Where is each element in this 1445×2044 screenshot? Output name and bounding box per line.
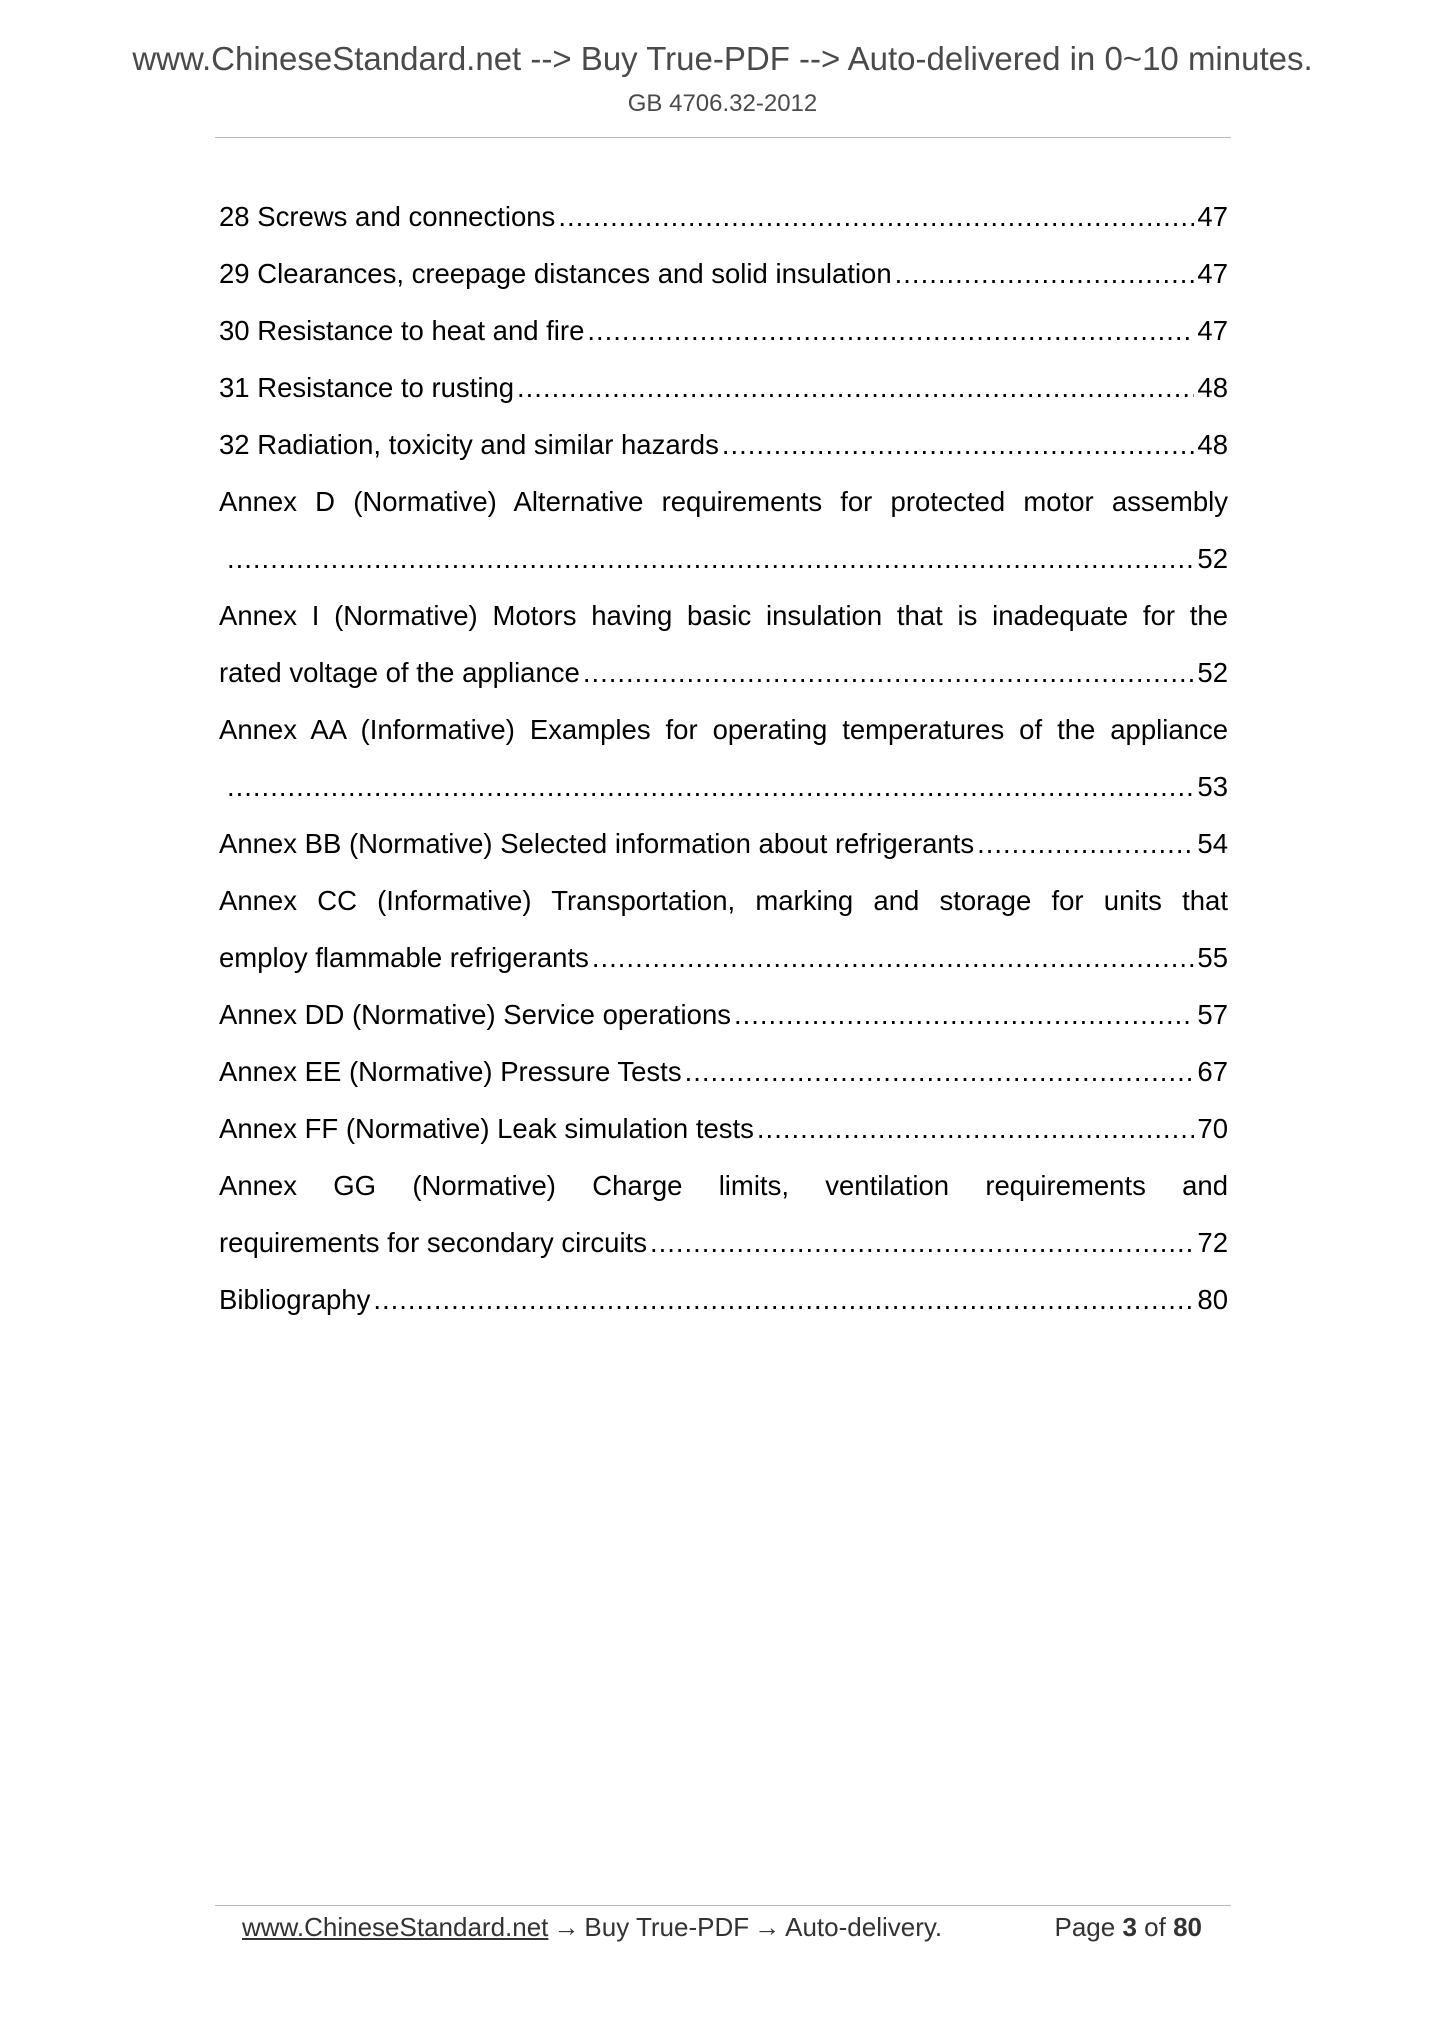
dot-leader: [977, 815, 1194, 872]
toc-entry-title: 30 Resistance to heat and fire: [219, 315, 585, 346]
toc-entry-leader-line: [219, 758, 1228, 815]
toc-entry-title: Annex FF (Normative) Leak simulation tests: [219, 1113, 754, 1144]
toc-entry-page: 57: [1197, 999, 1228, 1030]
toc-entry-29[interactable]: [219, 245, 1228, 302]
toc-entry-page: 47: [1197, 201, 1228, 232]
dot-leader: [592, 929, 1195, 986]
toc-entry-leader-line: [219, 530, 1228, 587]
toc-entry-title: 28 Screws and connections: [219, 201, 556, 232]
toc-entry-title: Annex CC (Informative) Transportation, marking and storage for units that: [219, 885, 1228, 916]
toc-entry-bibliography[interactable]: [219, 1271, 1228, 1328]
toc-entry-leader-line: [219, 644, 1228, 701]
toc-entry-page: 55: [1197, 942, 1228, 973]
toc-entry-annex-i[interactable]: [219, 587, 1228, 701]
table-of-contents: [219, 188, 1228, 1328]
top-banner: www.ChineseStandard.net --> Buy True-PDF --> Auto-delivered in 0~10 minutes.: [132, 40, 1313, 77]
toc-entry-title-cont: requirements for secondary circuits: [219, 1227, 647, 1258]
toc-entry-title-cont: employ flammable refrigerants: [219, 942, 589, 973]
toc-entry-30[interactable]: [219, 302, 1228, 359]
toc-entry-page: 72: [1197, 1227, 1228, 1258]
toc-entry-title: 29 Clearances, creepage distances and solid insulation: [219, 258, 892, 289]
dot-leader: [734, 986, 1194, 1043]
toc-entry-annex-dd[interactable]: [219, 986, 1228, 1043]
toc-entry-page: 70: [1197, 1113, 1228, 1144]
toc-entry-leader-line: [219, 929, 1228, 986]
dot-leader: [227, 530, 1194, 587]
toc-entry-page: 47: [1197, 315, 1228, 346]
toc-entry-title: Bibliography: [219, 1284, 371, 1315]
toc-entry-title: Annex DD (Normative) Service operations: [219, 999, 731, 1030]
dot-leader: [583, 644, 1195, 701]
of-label: of: [1144, 1912, 1166, 1942]
toc-entry-annex-cc[interactable]: [219, 872, 1228, 986]
toc-entry-annex-gg[interactable]: [219, 1157, 1228, 1271]
toc-entry-page: 67: [1197, 1056, 1228, 1087]
toc-entry-page: 52: [1197, 657, 1228, 688]
toc-entry-annex-ff[interactable]: [219, 1100, 1228, 1157]
page-current: 3: [1122, 1912, 1137, 1942]
page-total: 80: [1173, 1912, 1202, 1942]
arrow-right-icon: →: [754, 1912, 781, 1942]
toc-entry-title: Annex BB (Normative) Selected information about refrigerants: [219, 828, 975, 859]
dot-leader: [517, 359, 1194, 416]
dot-leader: [722, 416, 1195, 473]
toc-entry-page: 53: [1197, 771, 1228, 802]
toc-entry-title: 32 Radiation, toxicity and similar hazards: [219, 429, 719, 460]
footer-divider: [215, 1905, 1231, 1906]
toc-entry-32[interactable]: [219, 416, 1228, 473]
toc-entry-annex-bb[interactable]: [219, 815, 1228, 872]
dot-leader: [650, 1214, 1194, 1271]
toc-entry-page: 47: [1197, 258, 1228, 289]
toc-entry-title-cont: rated voltage of the appliance: [219, 657, 580, 688]
toc-entry-title: Annex D (Normative) Alternative requirements for protected motor assembly: [219, 486, 1228, 517]
footer-delivery-text: Auto-delivery.: [785, 1912, 943, 1942]
dot-leader: [757, 1100, 1194, 1157]
toc-entry-annex-d[interactable]: [219, 473, 1228, 587]
header-divider: [215, 137, 1231, 138]
toc-entry-leader-line: [219, 1214, 1228, 1271]
standard-number: GB 4706.32-2012: [627, 90, 818, 117]
toc-entry-page: 48: [1197, 429, 1228, 460]
toc-entry-page: 80: [1197, 1284, 1228, 1315]
toc-entry-title: 31 Resistance to rusting: [219, 372, 515, 403]
page-footer: [242, 1912, 1202, 1943]
toc-entry-page: 48: [1197, 372, 1228, 403]
page-indicator: [1054, 1912, 1202, 1943]
dot-leader: [558, 188, 1194, 245]
dot-leader: [587, 302, 1194, 359]
toc-entry-annex-aa[interactable]: [219, 701, 1228, 815]
toc-entry-31[interactable]: [219, 359, 1228, 416]
dot-leader: [373, 1271, 1194, 1328]
footer-site-link[interactable]: www.ChineseStandard.net: [242, 1912, 549, 1942]
toc-entry-title: Annex GG (Normative) Charge limits, ventilation requirements and: [219, 1170, 1228, 1201]
toc-entry-28[interactable]: [219, 188, 1228, 245]
footer-buy-text: Buy True-PDF: [584, 1912, 750, 1942]
toc-entry-page: 52: [1197, 543, 1228, 574]
dot-leader: [895, 245, 1195, 302]
dot-leader: [227, 758, 1194, 815]
toc-entry-title: Annex AA (Informative) Examples for operating temperatures of the appliance: [219, 714, 1228, 745]
page-label: Page: [1054, 1912, 1116, 1942]
toc-entry-title: Annex I (Normative) Motors having basic insulation that is inadequate for the: [219, 600, 1228, 631]
toc-entry-page: 54: [1197, 828, 1228, 859]
toc-entry-annex-ee[interactable]: [219, 1043, 1228, 1100]
dot-leader: [685, 1043, 1195, 1100]
toc-entry-title: Annex EE (Normative) Pressure Tests: [219, 1056, 682, 1087]
arrow-right-icon: →: [553, 1912, 580, 1942]
